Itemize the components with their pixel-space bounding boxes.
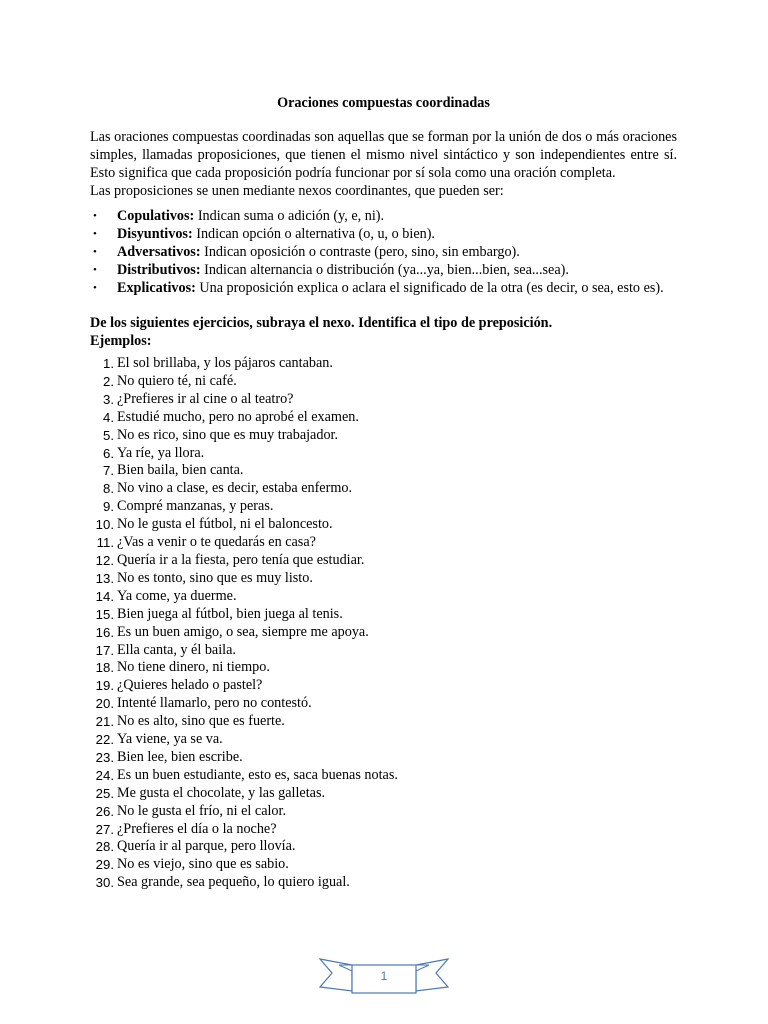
- type-term: Copulativos:: [117, 208, 195, 224]
- exercise-text: ¿Quieres helado o pastel?: [117, 677, 263, 694]
- exercise-text: Bien juega al fútbol, bien juega al tenis.: [117, 605, 343, 622]
- exercise-text: No le gusta el frío, ni el calor.: [117, 802, 287, 819]
- exercise-item: [90, 803, 677, 821]
- exercise-text: Quería ir al parque, pero llovía.: [117, 838, 296, 855]
- exercise-number: 16.: [95, 624, 114, 640]
- exercise-text: Bien lee, bien escribe.: [117, 748, 243, 765]
- exercise-text: Es un buen estudiante, esto es, saca buenas notas.: [117, 766, 398, 783]
- exercise-number: 13.: [95, 570, 114, 586]
- exercise-item: [90, 767, 677, 785]
- exercise-number: 27.: [95, 821, 114, 837]
- type-term: Disyuntivos:: [117, 226, 193, 242]
- list-item: [90, 261, 677, 279]
- exercise-text: No tiene dinero, ni tiempo.: [117, 659, 270, 676]
- exercise-number: 24.: [95, 767, 114, 783]
- type-description: Indican oposición o contraste (pero, sino, sin embargo).: [200, 244, 520, 260]
- exercise-text: Es un buen amigo, o sea, siempre me apoya.: [117, 623, 369, 640]
- exercise-number: 3.: [103, 391, 114, 407]
- exercise-number: 15.: [95, 606, 114, 622]
- exercise-number: 20.: [95, 696, 114, 712]
- exercise-number: 19.: [95, 678, 114, 694]
- exercise-item: [90, 445, 677, 463]
- bullet-icon: •: [93, 246, 97, 258]
- exercise-text: Ella canta, y él baila.: [117, 641, 236, 658]
- bullet-icon: •: [93, 210, 97, 222]
- exercise-item: [90, 552, 677, 570]
- exercise-list: [90, 355, 677, 892]
- exercise-number: 11.: [96, 535, 114, 551]
- exercise-item: [90, 821, 677, 839]
- exercise-number: 9.: [103, 499, 114, 515]
- exercise-text: No es tonto, sino que es muy listo.: [117, 569, 313, 586]
- page-footer: [319, 957, 449, 999]
- exercise-number: 1.: [103, 356, 114, 371]
- exercise-item: [90, 391, 677, 409]
- bullet-icon: •: [93, 228, 97, 240]
- type-term: Explicativos:: [117, 280, 196, 296]
- instructions-text: De los siguientes ejercicios, subraya el nexo. Identifica el tipo de preposición.: [90, 315, 553, 331]
- exercise-item: [90, 642, 677, 660]
- exercise-item: [90, 659, 677, 677]
- bullet-icon: •: [93, 282, 97, 294]
- exercise-number: 26.: [95, 803, 114, 819]
- exercise-item: [90, 480, 677, 498]
- exercise-number: 4.: [103, 409, 114, 425]
- exercise-number: 8.: [103, 481, 114, 497]
- exercise-item: [90, 785, 677, 803]
- exercise-item: [90, 409, 677, 427]
- exercise-item: [90, 355, 677, 373]
- page-number: 1: [380, 969, 388, 983]
- intro-line-2: Las proposiciones se unen mediante nexos coordinantes, que pueden ser:: [90, 183, 504, 199]
- exercise-number: 28.: [95, 839, 114, 855]
- exercise-item: [90, 498, 677, 516]
- list-item: [90, 207, 677, 225]
- exercise-number: 14.: [95, 588, 114, 604]
- type-description: Una proposición explica o aclara el significado de la otra (es decir, o sea, esto es).: [195, 280, 664, 296]
- list-item: [90, 225, 677, 243]
- exercise-number: 23.: [95, 749, 114, 765]
- exercise-text: ¿Vas a venir o te quedarás en casa?: [117, 534, 316, 551]
- page-title: Oraciones compuestas coordinadas: [277, 95, 490, 111]
- exercise-item: [90, 427, 677, 445]
- exercise-text: ¿Prefieres el día o la noche?: [117, 820, 277, 837]
- exercise-text: Ya come, ya duerme.: [117, 587, 237, 604]
- exercise-item: [90, 516, 677, 534]
- exercise-text: No es viejo, sino que es sabio.: [117, 856, 289, 873]
- exercise-item: [90, 838, 677, 856]
- exercise-item: [90, 856, 677, 874]
- exercise-number: 5.: [103, 427, 114, 443]
- exercise-item: [90, 874, 677, 892]
- exercise-item: [90, 570, 677, 588]
- exercise-item: [90, 731, 677, 749]
- exercise-text: No vino a clase, es decir, estaba enfermo.: [117, 480, 353, 497]
- exercise-item: [90, 606, 677, 624]
- exercise-item: [90, 534, 677, 552]
- exercise-text: Me gusta el chocolate, y las galletas.: [117, 784, 326, 801]
- exercise-item: [90, 749, 677, 767]
- exercise-instructions: [90, 314, 677, 350]
- exercise-text: Sea grande, sea pequeño, lo quiero igual.: [117, 874, 350, 891]
- exercise-text: Bien baila, bien canta.: [117, 462, 244, 479]
- exercise-number: 6.: [103, 445, 114, 461]
- exercise-number: 10.: [95, 517, 114, 533]
- exercise-item: [90, 624, 677, 642]
- exercise-item: [90, 588, 677, 606]
- exercise-item: [90, 462, 677, 480]
- exercise-text: Quería ir a la fiesta, pero tenía que estudiar.: [117, 551, 365, 568]
- exercise-text: No es alto, sino que es fuerte.: [117, 713, 285, 730]
- exercise-number: 30.: [95, 875, 114, 891]
- exercise-number: 25.: [95, 785, 114, 801]
- exercise-number: 18.: [95, 660, 114, 676]
- exercise-text: Intenté llamarlo, pero no contestó.: [117, 695, 312, 712]
- exercise-text: Compré manzanas, y peras.: [117, 498, 274, 515]
- nexus-types-list: [90, 207, 677, 297]
- exercise-text: No quiero té, ni café.: [117, 372, 237, 389]
- exercise-number: 29.: [95, 857, 114, 873]
- exercise-item: [90, 373, 677, 391]
- list-item: [90, 243, 677, 261]
- exercise-item: [90, 695, 677, 713]
- exercise-number: 17.: [95, 642, 114, 658]
- exercise-text: El sol brillaba, y los pájaros cantaban.: [117, 355, 333, 371]
- exercise-text: Ya viene, ya se va.: [117, 731, 223, 748]
- type-description: Indican alternancia o distribución (ya...ya, bien...bien, sea...sea).: [200, 262, 569, 278]
- exercise-number: 2.: [103, 373, 114, 389]
- exercise-number: 21.: [95, 714, 114, 730]
- exercise-number: 22.: [95, 732, 114, 748]
- type-term: Adversativos:: [117, 244, 201, 260]
- exercise-number: 12.: [95, 552, 114, 568]
- exercise-text: Estudié mucho, pero no aprobé el examen.: [117, 408, 359, 425]
- exercise-number: 7.: [103, 463, 114, 479]
- type-term: Distributivos:: [117, 262, 201, 278]
- exercise-text: ¿Prefieres ir al cine o al teatro?: [117, 390, 294, 407]
- exercise-text: No es rico, sino que es muy trabajador.: [117, 426, 339, 443]
- document-page: [90, 94, 677, 892]
- exercise-text: Ya ríe, ya llora.: [117, 444, 205, 461]
- exercise-item: [90, 677, 677, 695]
- list-item: [90, 279, 677, 297]
- type-description: Indican suma o adición (y, e, ni).: [194, 208, 385, 224]
- intro-paragraph: Las oraciones compuestas coordinadas son aquellas que se forman por la unión de dos o más oraciones simples, llamadas proposiciones, que tienen el mismo nivel sintáctico y son independientes entre sí. Esto significa que cada proposición podría funcionar por sí sola como una oración completa.: [90, 129, 677, 181]
- exercise-text: No le gusta el fútbol, ni el baloncesto.: [117, 516, 333, 533]
- type-description: Indican opción o alternativa (o, u, o bien).: [192, 226, 435, 242]
- examples-label: Ejemplos:: [90, 333, 152, 349]
- bullet-icon: •: [93, 264, 97, 276]
- exercise-item: [90, 713, 677, 731]
